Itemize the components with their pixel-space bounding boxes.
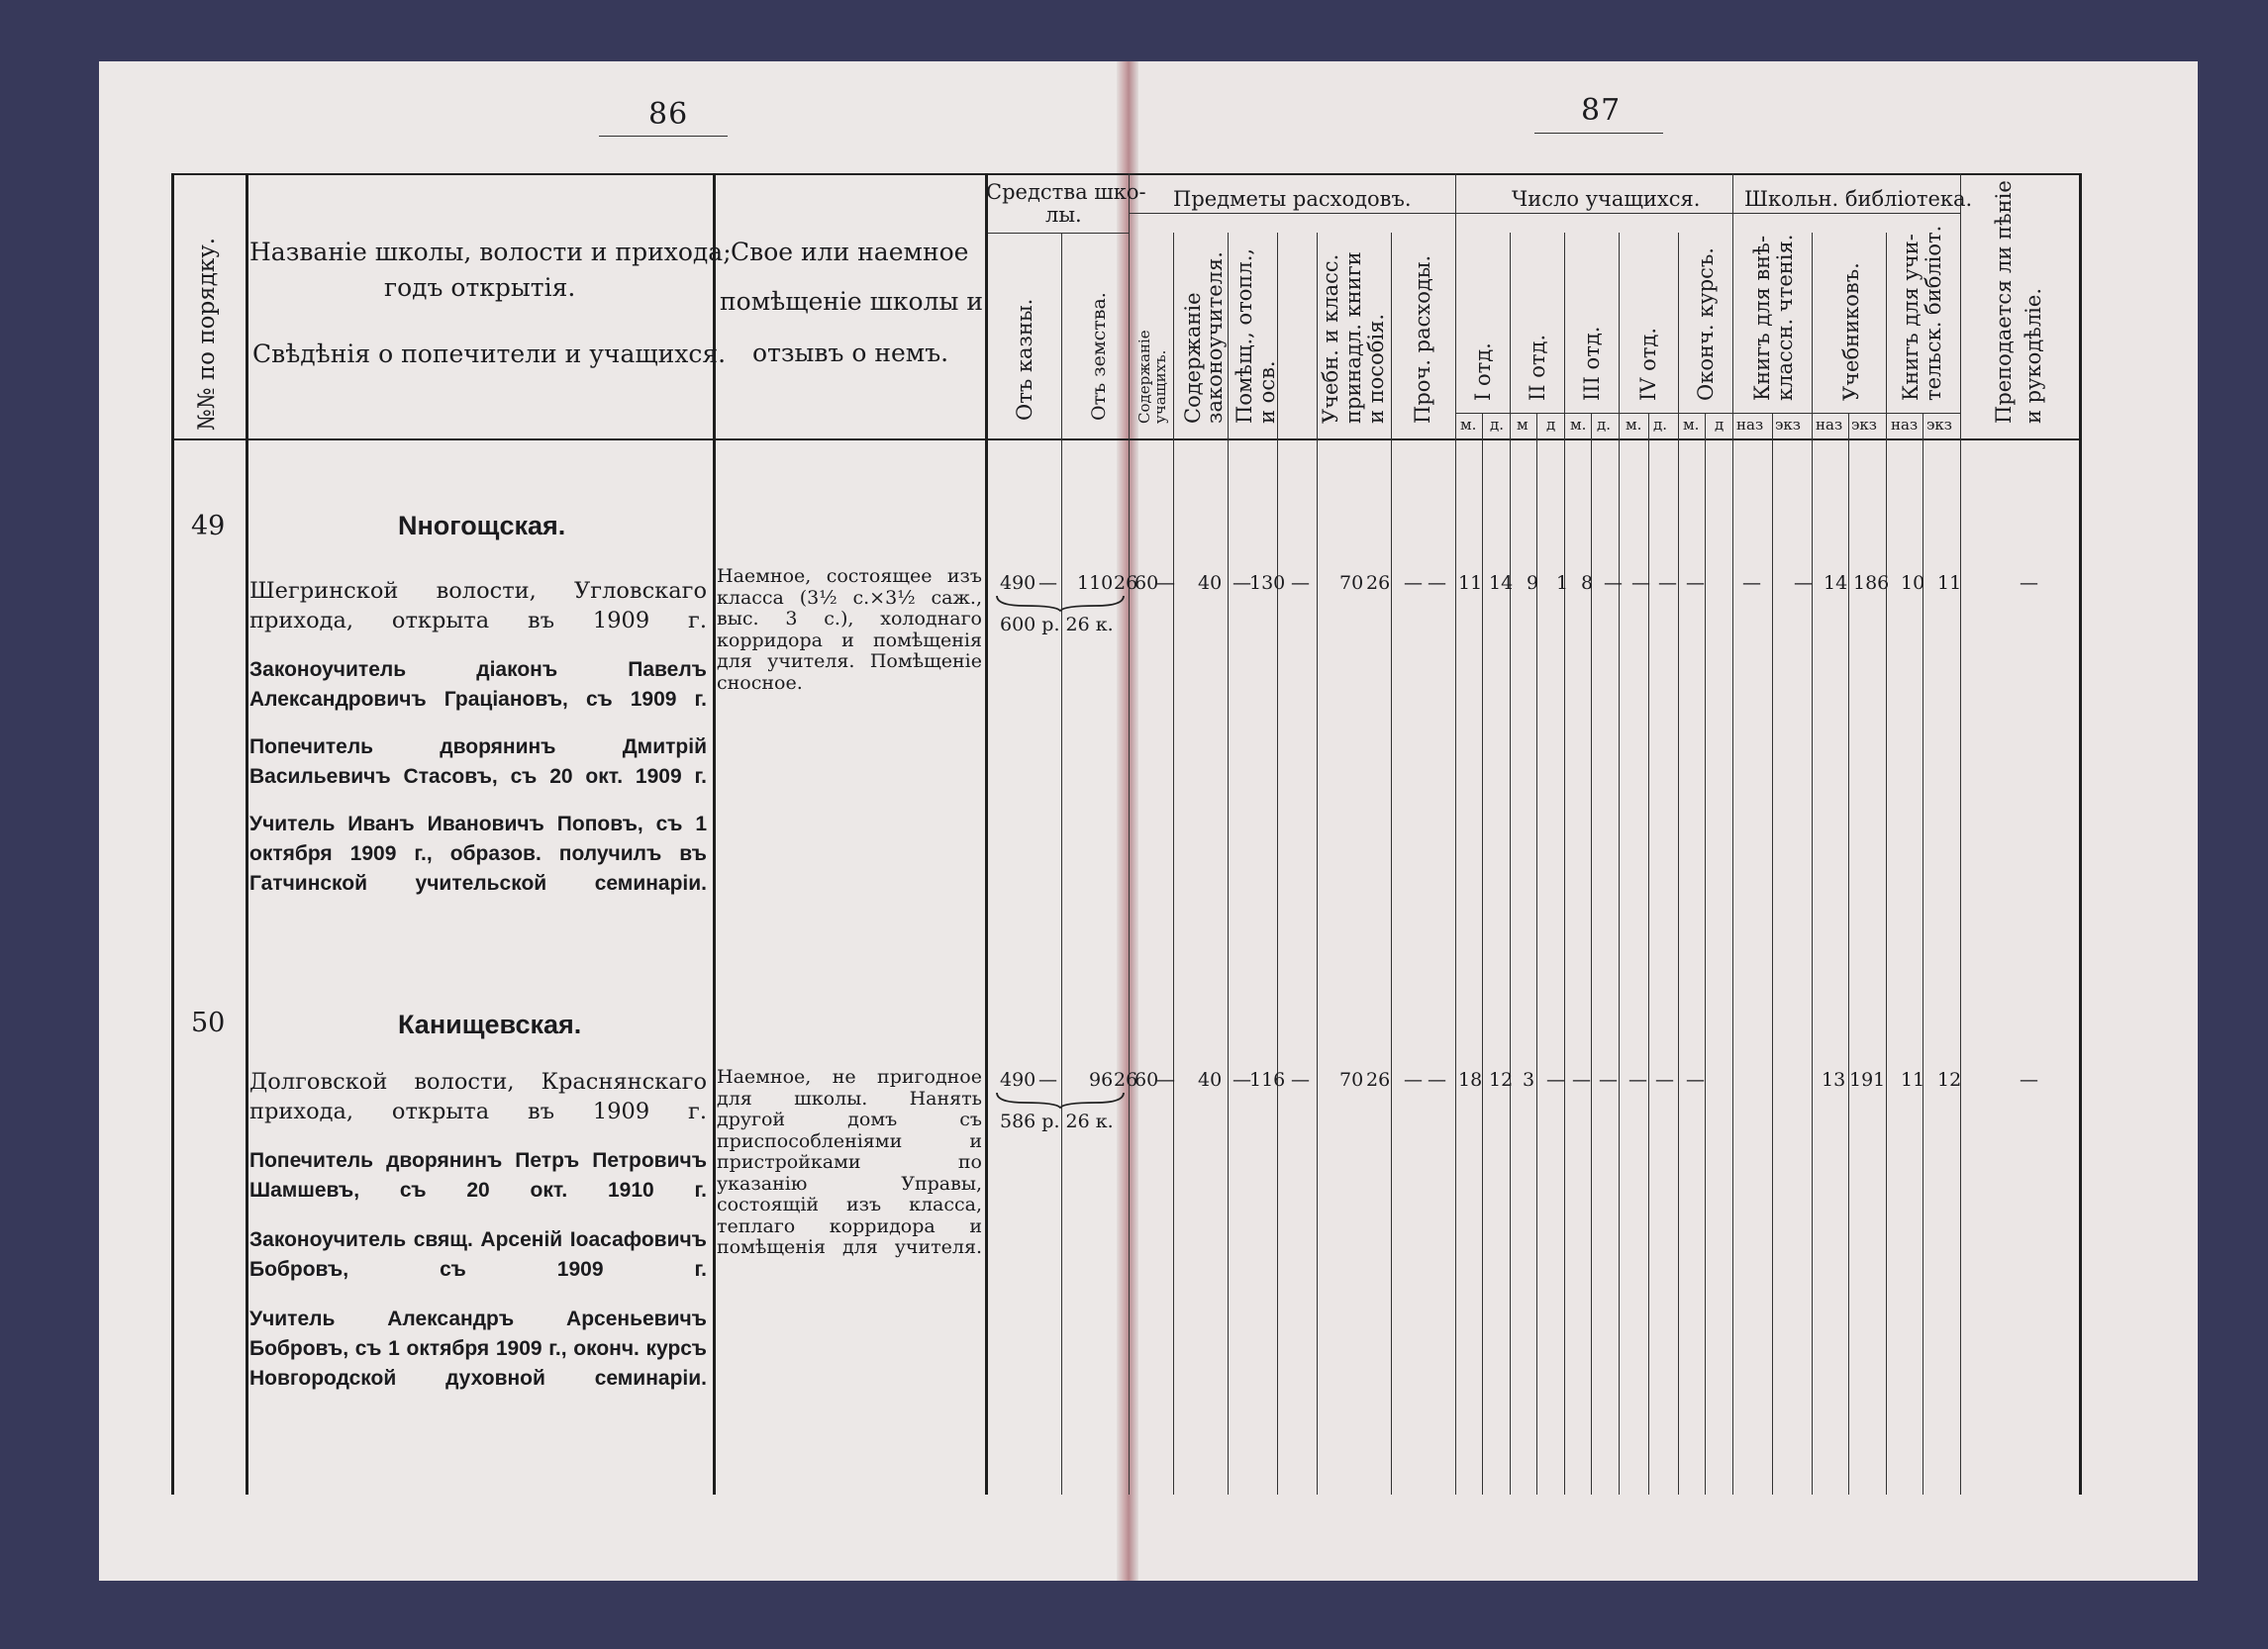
header-exp-books-2: принадл. книги: [1341, 251, 1365, 424]
cell-value: 9: [1527, 572, 1539, 594]
vline: [1061, 233, 1062, 1495]
vline: [1129, 173, 1130, 1495]
cell-value: —: [1156, 572, 1175, 594]
unit-label: д: [1546, 416, 1556, 434]
cell-value: 8: [1581, 572, 1594, 594]
cell-value: —: [1794, 572, 1813, 594]
cell-value: 18: [1458, 1069, 1483, 1091]
cell-value: 11: [1937, 572, 1962, 594]
cell-value: 1: [1556, 572, 1569, 594]
frame-right: [2079, 173, 2082, 1495]
cell-value: 490: [1000, 572, 1036, 594]
header-premises-line1: Свое или наемное: [731, 238, 969, 266]
brace-icon: [995, 1089, 1129, 1109]
header-exp-law-1: Содержаніе: [1181, 292, 1205, 424]
cell-value: 70: [1339, 1069, 1364, 1091]
vline: [1619, 233, 1620, 1495]
vline: [1510, 233, 1511, 1495]
row-number: 49: [191, 511, 226, 541]
table-top-rule: [171, 173, 2082, 175]
unit-label: экз: [1926, 416, 1952, 434]
unit-label: м: [1517, 416, 1528, 434]
law-teacher-text: Законоучитель свящ. Арсеній Іоасафовичъ Бобровъ, съ 1909 г.: [249, 1228, 707, 1281]
teacher-text: Учитель Александръ Арсеньевичъ Бобровъ, съ 1 октября 1909 г., оконч. курсъ Новгородской духовной семинаріи.: [249, 1308, 707, 1390]
header-exp-heat-1: Помѣщ., отопл.,: [1233, 247, 1256, 424]
cell-value: —: [1428, 572, 1446, 594]
school-name: Канищевская.: [398, 1010, 582, 1039]
header-name-line3: Свѣдѣнія о попечители и учащихся.: [252, 340, 727, 368]
premises-text: Наемное, не пригодное для школы. Нанять другой домъ съ приспособленіями и пристройками по указанію Управы, состоящій изъ класса, теплаго корридора и помѣщенія для учителя.: [717, 1066, 982, 1258]
cell-value: 12: [1489, 1069, 1514, 1091]
rule-units: [1455, 413, 1960, 414]
rule-funds: [985, 233, 1129, 234]
unit-label: д.: [1653, 416, 1668, 434]
cell-value: 13: [1822, 1069, 1846, 1091]
cell-value: 11: [1901, 1069, 1925, 1091]
rule-students: [1455, 213, 1732, 214]
cell-value: 96: [1089, 1069, 1114, 1091]
header-lib-teacher-2: тельск. библіот.: [1922, 225, 1945, 401]
cell-value: 26: [1366, 572, 1391, 594]
brace-icon: [995, 592, 1129, 612]
row-total: 586 р. 26 к.: [1000, 1111, 1114, 1132]
header-funds-line2: лы.: [1045, 203, 1082, 227]
cell-value: 40: [1198, 1069, 1223, 1091]
parish-text: Долговской волости, Краснянскаго прихода, открыта въ 1909 г.: [249, 1069, 707, 1124]
header-lib-teacher-1: Книгъ для учи-: [1899, 234, 1923, 401]
header-funds-line1: Средства шко-: [986, 180, 1146, 204]
vline: [1228, 233, 1229, 1495]
vline: [1317, 233, 1318, 1495]
unit-label: м.: [1460, 416, 1477, 434]
header-funds-treasury: Отъ казны.: [1013, 298, 1036, 421]
header-stu-grad: Оконч. курсъ.: [1694, 247, 1718, 401]
vline: [1678, 233, 1679, 1495]
trustee-text: Попечитель дворянинъ Петръ Петровичъ Шамшевъ, съ 20 окт. 1910 г.: [249, 1149, 707, 1202]
cell-value: 130: [1249, 572, 1286, 594]
cell-value: 3: [1523, 1069, 1535, 1091]
parish-text: Шегринской волости, Угловскаго прихода, открыта въ 1909 г.: [249, 578, 707, 633]
cell-value: 490: [1000, 1069, 1036, 1091]
unit-label: м.: [1626, 416, 1642, 434]
vline: [1886, 233, 1887, 1495]
cell-value: 12: [1937, 1069, 1962, 1091]
cell-value: —: [1686, 572, 1705, 594]
frame-col3: [985, 173, 988, 1495]
cell-value: 14: [1489, 572, 1514, 594]
cell-value: 10: [1901, 572, 1925, 594]
vline: [1732, 173, 1733, 1495]
header-exp-books-3: и пособія.: [1364, 314, 1388, 424]
school-name: Nногощская.: [398, 511, 566, 540]
cell-value: —: [1233, 572, 1251, 594]
cell-value: —: [1686, 1069, 1705, 1091]
page-number-rule-left: [599, 136, 728, 137]
header-stu-3: III отд.: [1580, 326, 1604, 401]
header-funds-zemstvo: Отъ земства.: [1088, 292, 1110, 421]
rule-expenses: [1129, 213, 1455, 214]
header-row-number: №№ по порядку.: [194, 237, 220, 431]
cell-value: —: [2020, 572, 2038, 594]
cell-value: —: [1599, 1069, 1618, 1091]
cell-value: —: [1233, 1069, 1251, 1091]
header-singing-1: Преподается ли пѣніе: [1992, 180, 2016, 424]
vline-sub: [1848, 413, 1849, 1495]
trustee-text: Попечитель дворянинъ Дмитрій Васильевичъ Стасовъ, съ 20 окт. 1909 г.: [249, 735, 707, 788]
header-lib-extra-2: классн. чтенія.: [1773, 234, 1797, 401]
vline: [1960, 173, 1961, 1495]
cell-value: 186: [1853, 572, 1890, 594]
cell-value: —: [1038, 572, 1057, 594]
header-exp-books-1: Учебн. и класс.: [1319, 253, 1342, 424]
cell-value: —: [1631, 572, 1650, 594]
header-premises-line2: помѣщеніе школы и: [720, 287, 983, 316]
header-library: Школьн. библіотека.: [1744, 187, 1973, 211]
unit-label: наз: [1891, 416, 1919, 434]
header-students: Число учащихся.: [1512, 187, 1701, 211]
cell-value: —: [2020, 1069, 2038, 1091]
cell-value: 26: [1114, 1069, 1138, 1091]
page-number-right: 87: [1581, 93, 1622, 128]
unit-label: наз: [1736, 416, 1764, 434]
header-exp-other: Проч. расходы.: [1411, 254, 1434, 424]
teacher-text: Учитель Иванъ Ивановичъ Поповъ, съ 1 октября 1909 г., образов. получилъ въ Гатчинской учительской семинаріи.: [249, 813, 707, 895]
cell-value: —: [1156, 1069, 1175, 1091]
premises-text: Наемное, состоящее изъ класса (3½ с.×3½ саж., выс. 3 с.), холоднаго корридора и помѣщенія для учителя. Помѣщеніе сносное.: [717, 565, 982, 694]
vline: [1455, 173, 1456, 1495]
rule-library: [1732, 213, 1960, 214]
header-exp-heat-2: и осв.: [1255, 360, 1279, 424]
cell-value: —: [1291, 572, 1310, 594]
cell-value: —: [1742, 572, 1761, 594]
law-teacher-text: Законоучитель діаконъ Павелъ Александровичъ Граціановъ, съ 1909 г.: [249, 658, 707, 711]
unit-label: экз: [1775, 416, 1801, 434]
header-expenses: Предметы расходовъ.: [1173, 187, 1412, 211]
header-premises-line3: отзывъ о немъ.: [752, 339, 949, 367]
header-stu-1: I отд.: [1471, 342, 1495, 401]
vline: [1391, 233, 1392, 1495]
unit-label: экз: [1851, 416, 1877, 434]
cell-value: 26: [1114, 572, 1138, 594]
book-gutter: [1117, 61, 1138, 1581]
row-number: 50: [191, 1008, 226, 1038]
vline: [1173, 233, 1174, 1495]
header-singing-2: и рукодѣліе.: [2021, 288, 2045, 424]
vline: [1564, 233, 1565, 1495]
cell-value: 11: [1458, 572, 1483, 594]
header-exp-students-1: Содержаніе: [1135, 330, 1153, 424]
cell-value: —: [1428, 1069, 1446, 1091]
cell-value: 60: [1134, 572, 1159, 594]
unit-label: м.: [1570, 416, 1587, 434]
cell-value: 70: [1339, 572, 1364, 594]
frame-left: [171, 173, 174, 1495]
unit-label: д.: [1490, 416, 1505, 434]
cell-value: —: [1655, 1069, 1674, 1091]
header-stu-2: II отд.: [1526, 334, 1549, 401]
header-lib-extra-1: Книгъ для внѣ-: [1750, 235, 1774, 401]
cell-value: —: [1404, 572, 1423, 594]
page-number-rule-right: [1534, 133, 1663, 134]
header-bottom-rule: [171, 438, 2082, 440]
unit-label: д: [1715, 416, 1725, 434]
vline-sub: [1705, 413, 1706, 1495]
cell-value: —: [1291, 1069, 1310, 1091]
header-name-line1: Названіе школы, волости и прихода;: [249, 238, 732, 266]
unit-label: м.: [1683, 416, 1700, 434]
unit-label: наз: [1816, 416, 1843, 434]
row-total: 600 р. 26 к.: [1000, 614, 1114, 635]
cell-value: 60: [1134, 1069, 1159, 1091]
cell-value: —: [1038, 1069, 1057, 1091]
cell-value: 191: [1849, 1069, 1886, 1091]
vline: [1812, 233, 1813, 1495]
cell-value: —: [1546, 1069, 1565, 1091]
header-exp-students-2: учащихъ.: [1151, 349, 1169, 424]
header-exp-law-2: законоучителя.: [1203, 251, 1227, 424]
cell-value: —: [1404, 1069, 1423, 1091]
cell-value: 26: [1366, 1069, 1391, 1091]
page-number-left: 86: [648, 97, 689, 132]
header-stu-4: IV отд.: [1636, 327, 1660, 401]
unit-label: д.: [1597, 416, 1612, 434]
cell-value: —: [1628, 1069, 1647, 1091]
cell-value: —: [1572, 1069, 1591, 1091]
cell-value: —: [1604, 572, 1623, 594]
cell-value: 14: [1824, 572, 1848, 594]
frame-col2: [713, 173, 716, 1495]
cell-value: —: [1658, 572, 1677, 594]
cell-value: 40: [1198, 572, 1223, 594]
cell-value: 110: [1077, 572, 1114, 594]
cell-value: 116: [1249, 1069, 1286, 1091]
header-name-line2: годъ открытія.: [384, 273, 576, 302]
header-lib-textbooks: Учебниковъ.: [1839, 262, 1863, 401]
frame-col1: [246, 173, 248, 1495]
vline-sub: [1772, 413, 1773, 1495]
